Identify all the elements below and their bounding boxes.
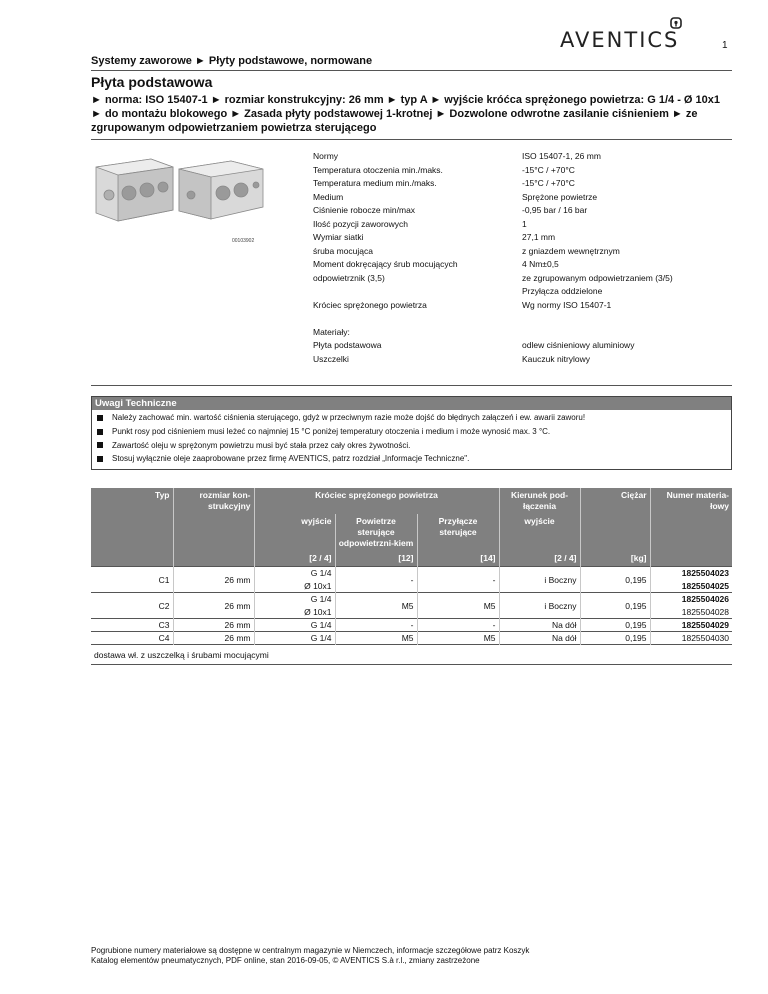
cell-numer: 1825504023: [650, 567, 732, 580]
notes-heading: Uwagi Techniczne: [92, 397, 731, 410]
cell-wyjscie: G 1/4: [254, 593, 335, 606]
product-table: [91, 488, 732, 665]
note-text: Punkt rosy pod ciśnieniem musi leżeć co najmniej 15 °C poniżej temperatury otoczenia i medium i może wynosić max. 3 °C.: [112, 426, 551, 436]
cell-wyjscie: G 1/4: [254, 632, 335, 645]
table-header-row: [91, 488, 732, 514]
cell-kierunek: Na dół: [499, 632, 580, 645]
cell-ciezar: 0,195: [580, 619, 650, 632]
title-divider: [91, 139, 732, 140]
col-wyjscie-kierunek: wyjście: [499, 514, 580, 551]
cell-przylacze: M5: [417, 593, 499, 619]
spec-row: [313, 353, 722, 367]
unit-kierunek: [2 / 4]: [499, 551, 580, 567]
spec-row: [313, 231, 722, 245]
cell-kierunek: i Boczny: [499, 567, 580, 593]
page-footer: [91, 946, 529, 966]
cell-rozmiar: 26 mm: [173, 619, 254, 632]
cell-rozmiar: 26 mm: [173, 567, 254, 593]
page-title: Płyta podstawowa: [91, 74, 213, 90]
cell-wyjscie: G 1/4: [254, 619, 335, 632]
col-rozmiar: rozmiar kon-strukcyjny: [173, 488, 254, 514]
spec-value: Sprężone powietrze: [522, 191, 598, 202]
specifications: [313, 150, 722, 366]
table-row: [91, 632, 732, 645]
section-divider: [91, 385, 732, 386]
spec-value: 1: [522, 218, 527, 229]
table-row: [91, 567, 732, 580]
cell-kierunek: Na dół: [499, 619, 580, 632]
cell-wyjscie: G 1/4: [254, 567, 335, 580]
bullet-square-icon: [97, 415, 103, 421]
col-przylacze: Przyłącze sterujące: [417, 514, 499, 551]
spec-value: -0,95 bar / 16 bar: [522, 205, 588, 215]
cell-typ: C3: [91, 619, 173, 632]
spec-label: śruba mocująca: [313, 245, 374, 256]
cell-numer: 1825504025: [650, 580, 732, 593]
cell-powietrze: M5: [335, 632, 417, 645]
spec-row: [313, 339, 722, 353]
cell-powietrze: M5: [335, 593, 417, 619]
bullet-square-icon: [97, 442, 103, 448]
page-subtitle: ► norma: ISO 15407-1 ► rozmiar konstrukcyjny: 26 mm ► typ A ► wyjście króćca sprężonego powietrza: G 1/4 - Ø 10x1 ► do montażu blokowego ► Zasada płyty podstawowej 1-krotnej ► Dozwolone odwrotne zasilanie ciśnieniem ► ze zgrupowanym odpowietrzaniem powietrza sterującego: [91, 94, 721, 134]
cell-przylacze: M5: [417, 632, 499, 645]
spec-label: Wymiar siatki: [313, 232, 364, 242]
note-item: [92, 411, 731, 425]
cell-przylacze: -: [417, 567, 499, 593]
page-number: 1: [722, 40, 728, 51]
spec-value: ze zgrupowanym odpowietrzaniem (3/5): [522, 272, 673, 283]
spec-value: -15°C / +70°C: [522, 178, 575, 188]
spec-label: Temperatura otoczenia min./maks.: [313, 164, 443, 175]
spec-label: Temperatura medium min./maks.: [313, 178, 437, 188]
col-powietrze: Powietrze sterujące odpowietrzni-kiem: [335, 514, 417, 551]
spec-value: [522, 326, 722, 340]
spec-value: ISO 15407-1, 26 mm: [522, 151, 601, 161]
unit-przylacze: [14]: [417, 551, 499, 567]
base-plate-right: [179, 161, 263, 219]
spec-row: [313, 312, 722, 326]
spec-label: [313, 285, 522, 299]
spec-value: Przyłącza oddzielone: [522, 286, 603, 296]
spec-row: [313, 218, 722, 232]
table-footnote: dostawa wł. z uszczelką i śrubami mocującymi: [91, 645, 732, 665]
spec-row: [313, 150, 722, 164]
cell-wyjscie: Ø 10x1: [254, 606, 335, 619]
spec-row: [313, 258, 722, 272]
spec-row: [313, 164, 722, 178]
cell-przylacze: -: [417, 619, 499, 632]
spec-value: -15°C / +70°C: [522, 164, 575, 175]
cell-numer: 1825504028: [650, 606, 732, 619]
unit-powietrze: [12]: [335, 551, 417, 567]
note-text: Stosuj wyłącznie oleje zaaprobowane przez firmę AVENTICS, patrz rozdział „Informacje Techniczne".: [112, 454, 470, 464]
table-subheader-row: [91, 514, 732, 551]
spec-value: [522, 312, 722, 326]
col-numer: Numer materia-łowy: [650, 488, 732, 514]
spec-label: odpowietrznik (3,5): [313, 272, 385, 283]
table-footnote-row: [91, 645, 732, 665]
bullet-square-icon: [97, 456, 103, 462]
note-text: Należy zachować min. wartość ciśnienia sterującego, gdyż w przeciwnym razie może dojść do błędnych załączeń i ew. awarii zaworu!: [112, 413, 586, 422]
spec-row: [313, 299, 722, 313]
cell-numer: 1825504030: [650, 632, 732, 645]
spec-label: Ilość pozycji zaworowych: [313, 218, 408, 229]
note-text: Zawartość oleju w sprężonym powietrzu musi być stała przez cały okres żywotności.: [112, 440, 411, 450]
spec-label: Ciśnienie robocze min/max: [313, 205, 416, 215]
footer-line: Katalog elementów pneumatycznych, PDF online, stan 2016-09-05, © AVENTICS S.à r.l., zmiany zastrzeżone: [91, 956, 480, 965]
cell-rozmiar: 26 mm: [173, 632, 254, 645]
spec-row: [313, 191, 722, 205]
cell-ciezar: 0,195: [580, 632, 650, 645]
note-item: [92, 439, 731, 453]
col-krociec: Króciec sprężonego powietrza: [254, 488, 499, 514]
unit-wyjscie: [2 / 4]: [254, 551, 335, 567]
notes-list: [92, 410, 731, 469]
spec-value: 27,1 mm: [522, 232, 556, 242]
logo-mark-icon: [670, 17, 682, 29]
spec-label: Normy: [313, 151, 339, 161]
bullet-square-icon: [97, 429, 103, 435]
cell-ciezar: 0,195: [580, 593, 650, 619]
spec-label: Uszczelki: [313, 353, 349, 364]
col-ciezar: Ciężar: [580, 488, 650, 514]
cell-typ: C1: [91, 567, 173, 593]
spec-value: Kauczuk nitrylowy: [522, 353, 591, 364]
cell-wyjscie: Ø 10x1: [254, 580, 335, 593]
footer-line: Pogrubione numery materiałowe są dostępne w centralnym magazynie w Niemczech, informacje szczegółowe patrz Koszyk: [91, 946, 530, 955]
spec-row: [313, 272, 722, 286]
spec-row: [313, 326, 722, 340]
table-units-row: [91, 551, 732, 567]
spec-value: Wg normy ISO 15407-1: [522, 299, 612, 310]
table-row: [91, 593, 732, 606]
note-item: [92, 452, 731, 466]
breadcrumb: Systemy zaworowe ► Płyty podstawowe, normowane: [91, 55, 373, 67]
spec-label: Moment dokręcający śrub mocujących: [313, 259, 458, 269]
spec-row: [313, 285, 722, 299]
product-image: [91, 155, 271, 225]
cell-typ: C4: [91, 632, 173, 645]
spec-row: [313, 177, 722, 191]
cell-powietrze: -: [335, 619, 417, 632]
cell-powietrze: -: [335, 567, 417, 593]
spec-label: Materiały:: [313, 326, 350, 337]
header-divider: [91, 70, 732, 71]
col-typ: Typ: [91, 488, 173, 514]
spec-value: odlew ciśnieniowy aluminiowy: [522, 340, 635, 350]
cell-rozmiar: 26 mm: [173, 593, 254, 619]
cell-numer: 1825504029: [650, 619, 732, 632]
note-item: [92, 425, 731, 439]
base-plate-left: [96, 159, 173, 221]
spec-row: [313, 245, 722, 259]
unit-ciezar: [kg]: [580, 551, 650, 567]
table-row: [91, 619, 732, 632]
technical-notes: [91, 396, 732, 470]
col-kierunek: Kierunek pod-łączenia: [499, 488, 580, 514]
spec-row: [313, 204, 722, 218]
spec-label: Medium: [313, 191, 344, 202]
brand-logo: AVENTICS: [560, 28, 680, 52]
col-wyjscie: wyjście: [254, 514, 335, 551]
spec-label: Płyta podstawowa: [313, 340, 382, 350]
cell-kierunek: i Boczny: [499, 593, 580, 619]
cell-numer: 1825504026: [650, 593, 732, 606]
spec-label: [313, 312, 522, 326]
spec-value: 4 Nm±0,5: [522, 259, 559, 269]
image-code: 00103902: [232, 238, 255, 244]
spec-value: z gniazdem wewnętrznym: [522, 245, 620, 256]
cell-typ: C2: [91, 593, 173, 619]
spec-label: Króciec sprężonego powietrza: [313, 299, 427, 310]
cell-ciezar: 0,195: [580, 567, 650, 593]
